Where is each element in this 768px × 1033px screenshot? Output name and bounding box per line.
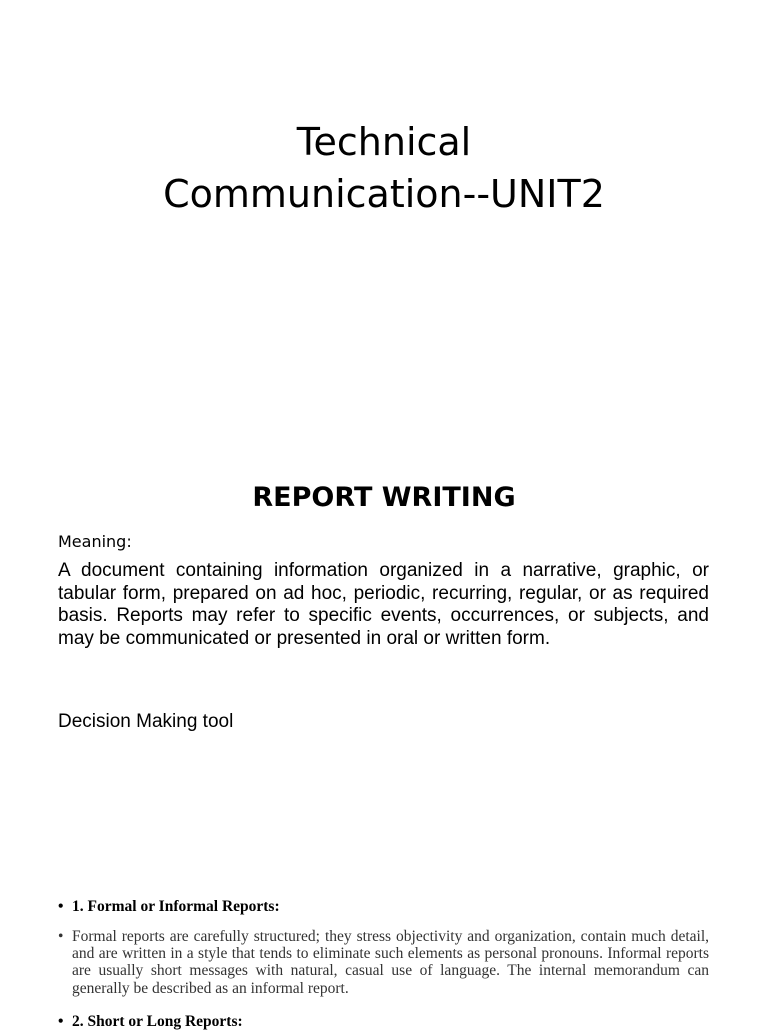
bullet-formal-informal-description xyxy=(58,928,709,997)
bullet-dot: • xyxy=(58,928,64,945)
bullet-dot: • xyxy=(58,898,64,915)
bullet-description-text: Formal reports are carefully structured; they stress objectivity and organization, contain much detail, and are written in a style that tends to eliminate such elements as personal pronouns. Informal reports are usually short messages with natural, casual use of language. The internal memorandum can generally be described as an informal report. xyxy=(72,928,709,997)
bullet-heading-text: 1. Formal or Informal Reports: xyxy=(72,898,280,915)
report-types-slide xyxy=(0,870,768,1030)
meaning-definition: A document containing information organized in a narrative, graphic, or tabular form, prepared on ad hoc, periodic, recurring, regular, or as required basis. Reports may refer to specific events, occurrences, or subjects, and may be communicated or presented in oral or written form. xyxy=(58,560,709,649)
title-slide xyxy=(0,0,768,444)
bullet-formal-informal-heading xyxy=(58,896,709,918)
meaning-label: Meaning: xyxy=(58,532,132,551)
report-writing-slide xyxy=(0,444,768,844)
bullet-heading-text: 2. Short or Long Reports: xyxy=(72,1013,243,1030)
bullet-short-long-heading xyxy=(58,1011,709,1033)
slide-title-line-2: Communication--UNIT2 xyxy=(163,172,605,216)
decision-making-note: Decision Making tool xyxy=(58,711,234,732)
slide-title-line-1: Technical xyxy=(296,120,472,164)
report-writing-heading: REPORT WRITING xyxy=(252,482,516,513)
bullet-dot: • xyxy=(58,1013,64,1030)
